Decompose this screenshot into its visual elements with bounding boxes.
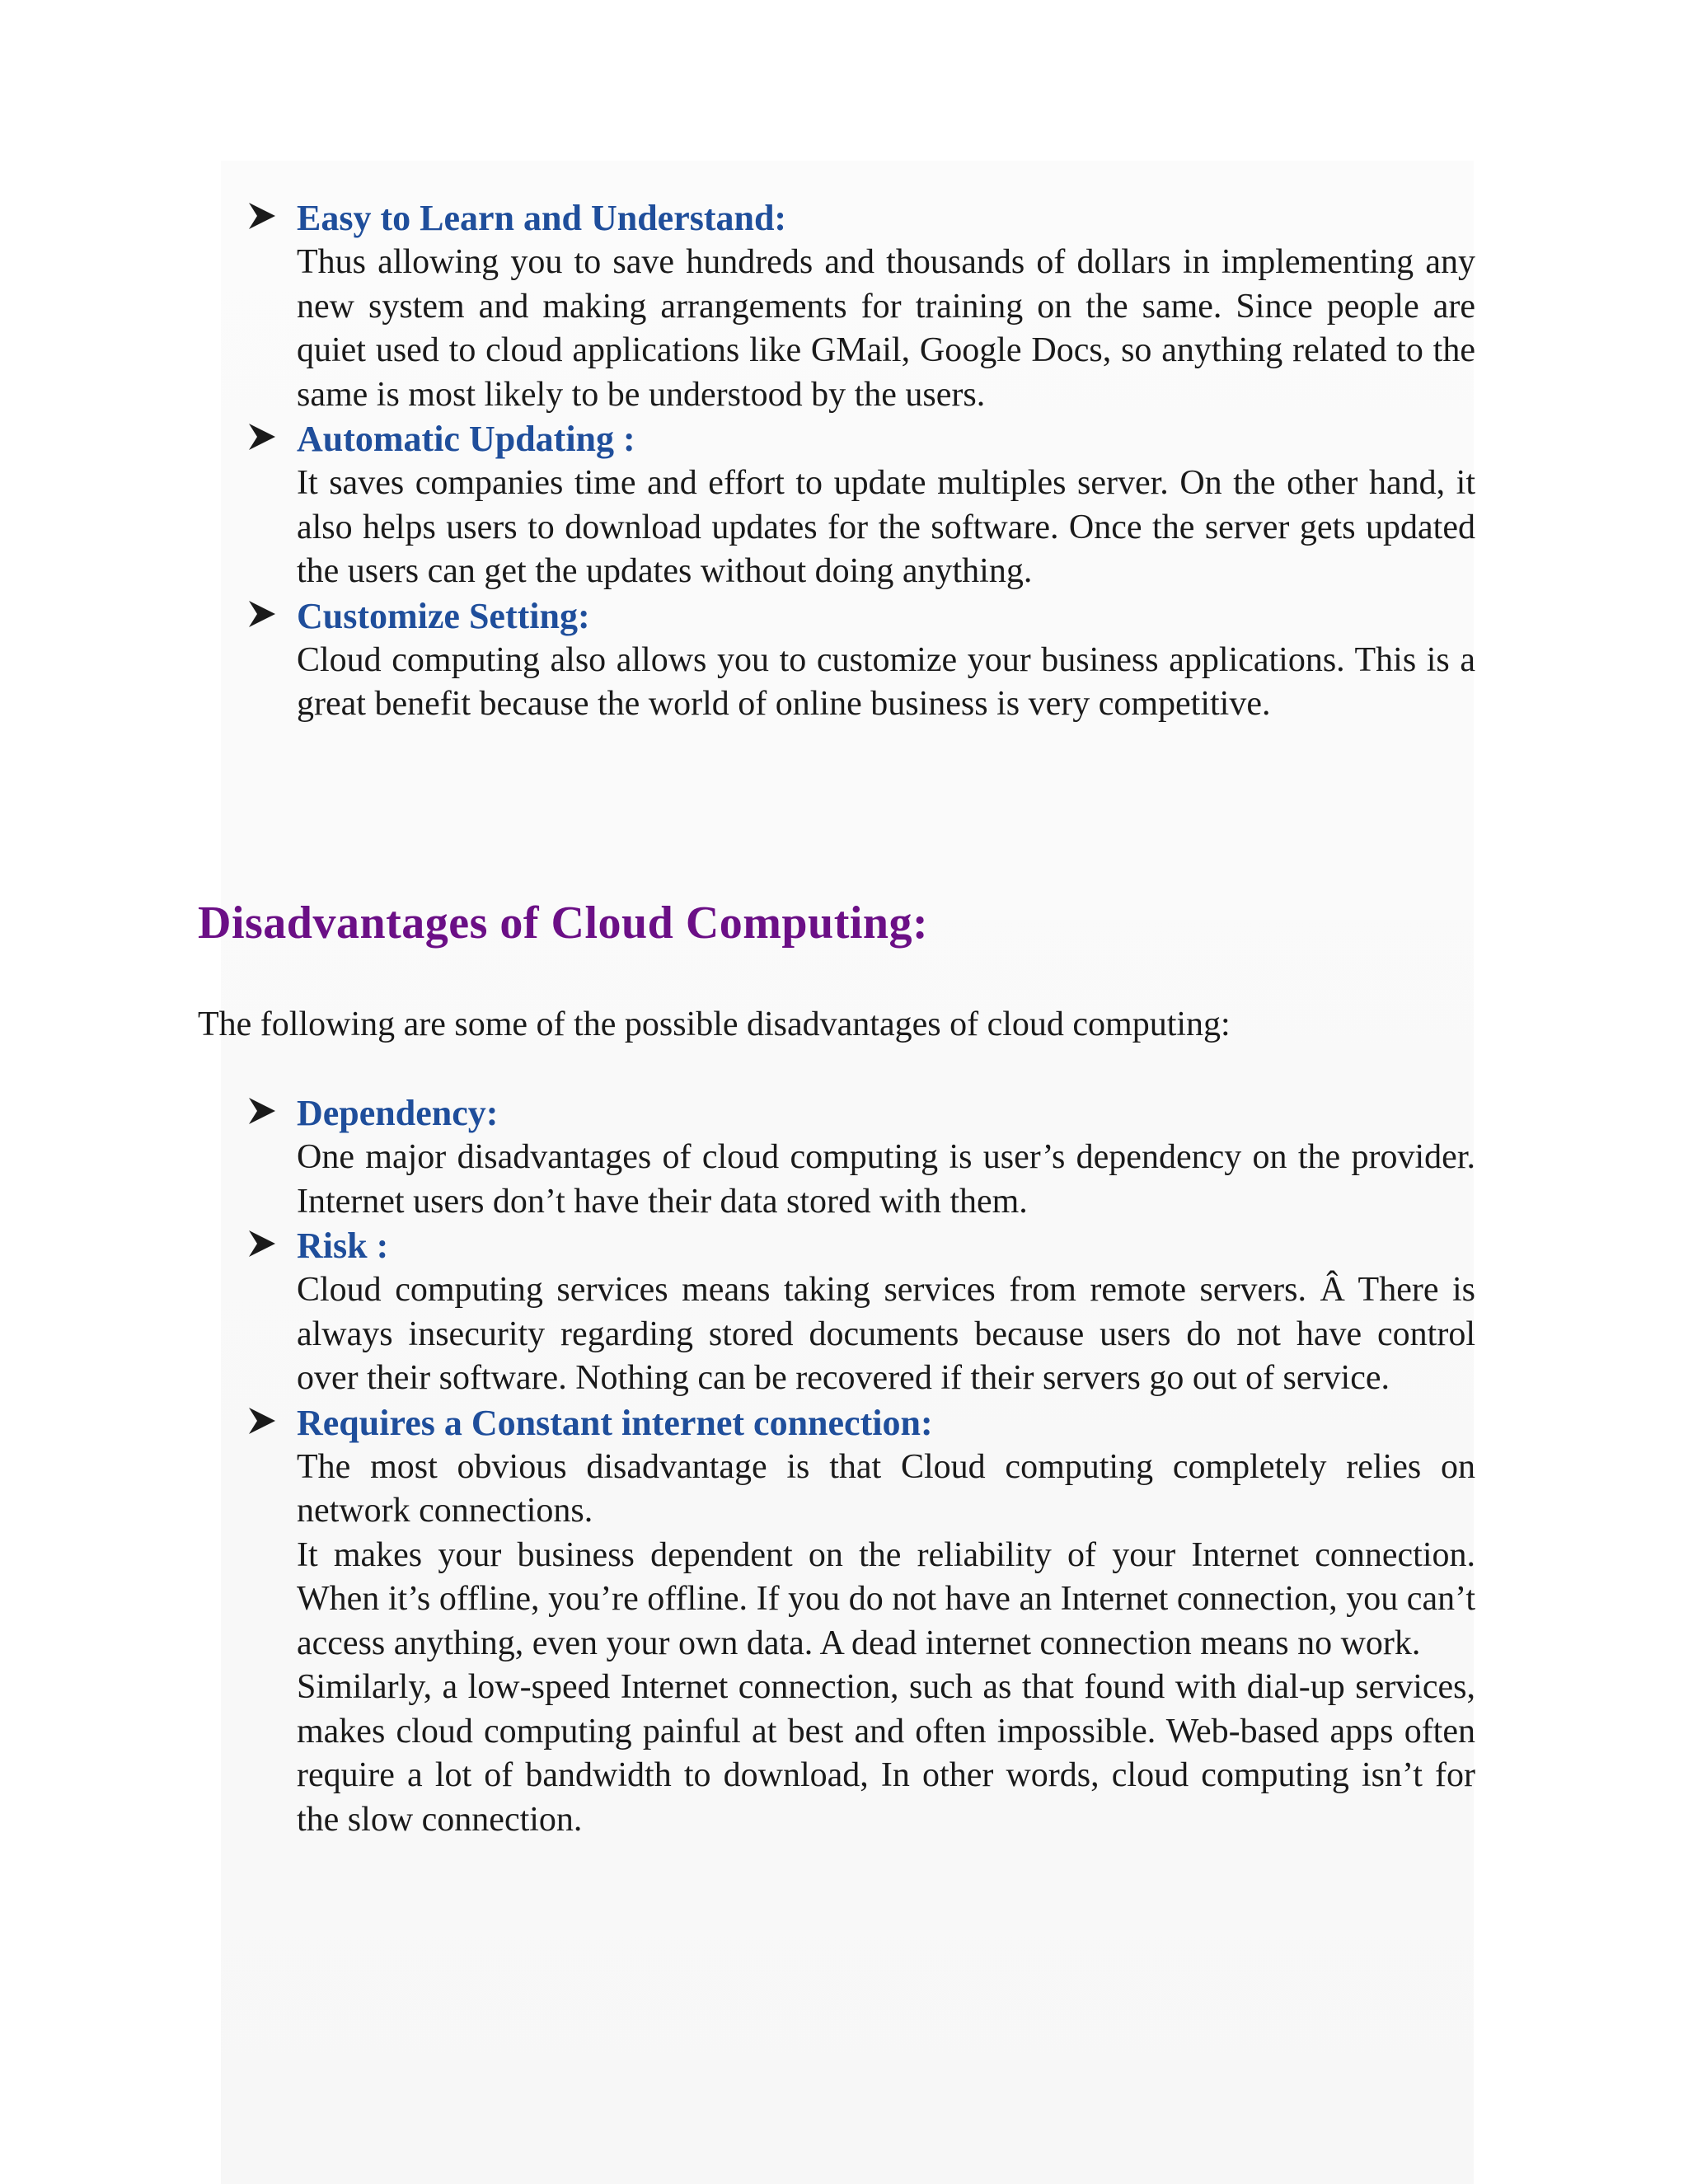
arrow-bullet-icon <box>247 1229 277 1258</box>
disadvantages-list <box>247 1091 1475 1842</box>
item-body: It makes your business dependent on the reliability of your Internet connection. When it’s offline, you’re offline. If you do not have an Internet connection, you can’t access anything, even your own data. A dead internet connection means no work. <box>297 1535 1475 1662</box>
arrow-bullet-icon <box>247 599 277 629</box>
item-title: Dependency: <box>297 1093 499 1133</box>
section-intro: The following are some of the possible disadvantages of cloud computing: <box>198 1005 1231 1043</box>
arrow-bullet-icon <box>247 1406 277 1436</box>
list-item <box>247 196 1475 417</box>
list-item <box>247 594 1475 727</box>
item-body: Similarly, a low-speed Internet connection, such as that found with dial-up services, makes cloud computing painful at best and often impossible. Web-based apps often require a lot of bandwidth to download, In other words, cloud computing isn’t for the slow connection. <box>297 1668 1475 1839</box>
item-body: One major disadvantages of cloud computing is user’s dependency on the provider. Internet users don’t have their data stored with them. <box>297 1138 1475 1221</box>
arrow-bullet-icon <box>247 422 277 452</box>
item-body: Cloud computing services means taking services from remote servers. Â There is always insecurity regarding stored documents because users do not have control over their software. Nothing can be recovered if their servers go out of service. <box>297 1271 1475 1397</box>
item-body: It saves companies time and effort to update multiples server. On the other hand, it also helps users to download updates for the software. Once the server gets updated the users can get the updates without doing anything. <box>297 464 1475 590</box>
list-item <box>247 417 1475 594</box>
list-item <box>247 1401 1475 1843</box>
item-title: Easy to Learn and Understand: <box>297 198 787 238</box>
advantages-list <box>247 196 1475 727</box>
section-heading: Disadvantages of Cloud Computing: <box>198 898 929 949</box>
item-body: The most obvious disadvantage is that Cloud computing completely relies on network connections. <box>297 1447 1475 1530</box>
item-title: Customize Setting: <box>297 595 590 636</box>
list-item <box>247 1224 1475 1401</box>
item-title: Automatic Updating : <box>297 419 635 459</box>
item-body: Thus allowing you to save hundreds and thousands of dollars in implementing any new system and making arrangements for training on the same. Since people are quiet used to cloud applications like GMail, Google Docs, so anything related to the same is most likely to be understood by the users. <box>297 243 1475 414</box>
item-body: Cloud computing also allows you to customize your business applications. This is a great benefit because the world of online business is very competitive. <box>297 640 1475 723</box>
arrow-bullet-icon <box>247 201 277 231</box>
arrow-bullet-icon <box>247 1096 277 1126</box>
list-item <box>247 1091 1475 1224</box>
item-title: Requires a Constant internet connection: <box>297 1402 933 1443</box>
item-title: Risk : <box>297 1226 389 1266</box>
